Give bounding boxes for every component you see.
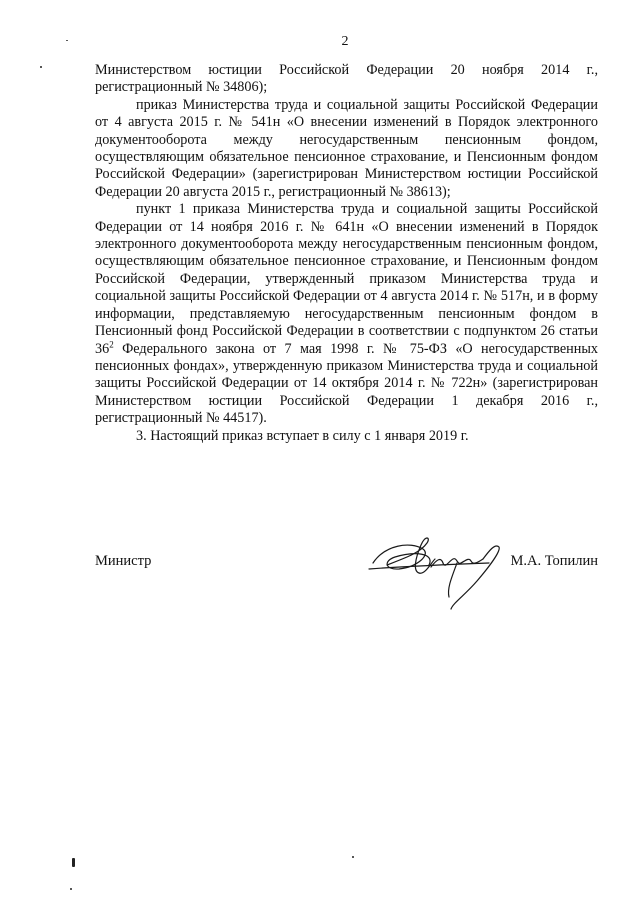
paragraph-order-641n-text-start: пункт 1 приказа Министерства труда и социальной защиты Российской Федерации от 14 ноября 2016 г. № 641н «О внесении изменений в Порядок электронного документооборота между негосударственным пенсионным фондом, осуществляющим обязательное пенсионное страхование, и Пенсионным фондом Российской Федерации, утвержденный приказом Министерства труда и социальной защиты Российской Федерации от 4 августа 2014 г. № 517н, и в форму информации, представляемую негосударственным пенсионным фондом в Пенсионный фонд Российской Федерации в соответствии с подпунктом 26 статьи 36 bbox=[95, 201, 598, 357]
signature-block bbox=[95, 553, 598, 577]
paragraph-registration-continuation: Министерством юстиции Российской Федерации 20 ноября 2014 г., регистрационный № 34806); bbox=[95, 62, 598, 96]
scan-speck bbox=[72, 858, 75, 867]
scan-speck bbox=[352, 856, 354, 858]
scan-speck bbox=[66, 40, 68, 41]
scan-speck bbox=[70, 888, 72, 890]
document-body bbox=[95, 62, 598, 445]
signatory-name: М.А. Топилин bbox=[510, 553, 598, 569]
signatory-title: Министр bbox=[95, 553, 152, 569]
paragraph-order-641n-text-end: Федерального закона от 7 мая 1998 г. № 75-ФЗ «О негосударственных пенсионных фондах», утвержденную приказом Министерства труда и социальной защиты Российской Федерации от 14 октября 2014 г. № 722н» (зарегистрирован Министерством юстиции Российской Федерации 1 декабря 2016 г., регистрационный № 44517). bbox=[95, 340, 598, 427]
paragraph-order-641n bbox=[95, 201, 598, 427]
scan-speck bbox=[40, 66, 42, 68]
paragraph-order-541n: приказ Министерства труда и социальной защиты Российской Федерации от 4 августа 2015 г. № 541н «О внесении изменений в Порядок электронного документооборота между негосударственным пенсионным фондом, осуществляющим обязательное пенсионное страхование, и Пенсионным фондом Российской Федерации» (зарегистрирован Министерством юстиции Российской Федерации 20 августа 2015 г., регистрационный № 38613); bbox=[95, 96, 598, 200]
superscript-article-number: 2 bbox=[109, 338, 114, 349]
page-number: 2 bbox=[341, 34, 349, 49]
paragraph-effective-date: 3. Настоящий приказ вступает в силу с 1 января 2019 г. bbox=[136, 427, 469, 444]
handwritten-signature bbox=[365, 523, 515, 618]
